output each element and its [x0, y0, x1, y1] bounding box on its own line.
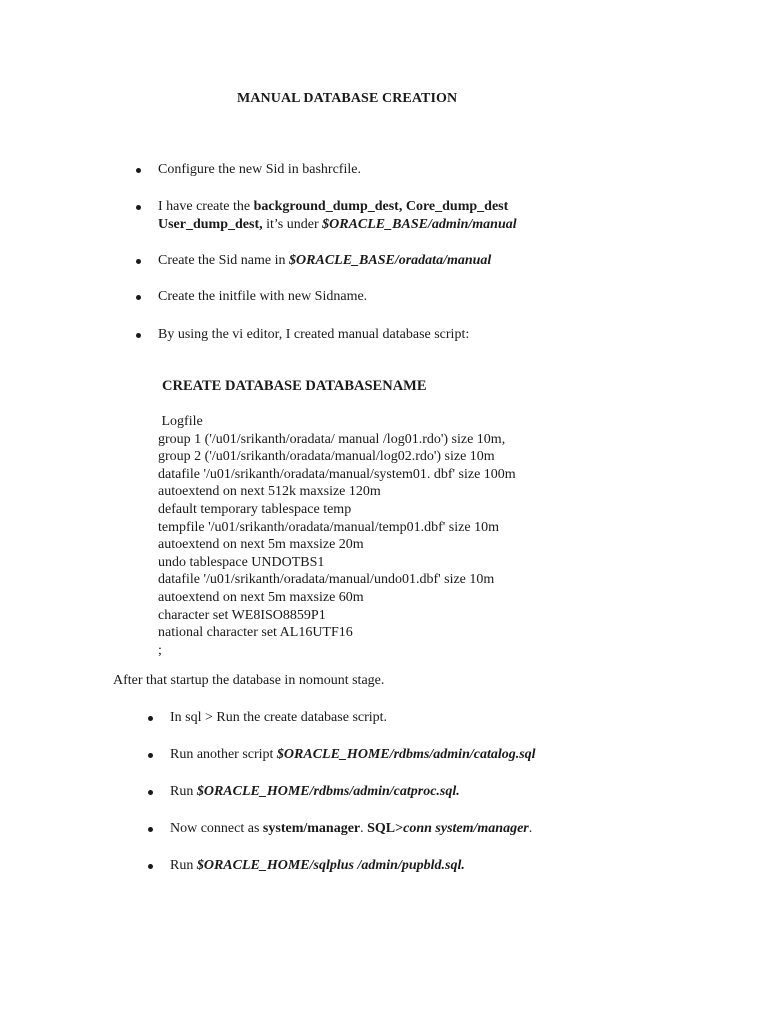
bullet-dot-icon: [136, 205, 141, 210]
list-item-text: $ORACLE_HOME/sqlplus /admin/pupbld.sql.: [196, 858, 465, 873]
code-line: ;: [158, 642, 162, 658]
code-title: CREATE DATABASE DATABASENAME: [162, 378, 427, 394]
list-item-text: By using the vi editor, I created manual database script:: [158, 327, 470, 342]
list-item-text: I have create the: [158, 199, 254, 214]
list-item: [158, 198, 718, 234]
list-item-text: $ORACLE_BASE/admin/manual: [322, 217, 517, 232]
code-line: character set WE8ISO8859P1: [158, 607, 326, 623]
bullet-dot-icon: [148, 827, 153, 832]
list-item-text: Now connect as: [170, 821, 263, 836]
bullet-dot-icon: [136, 295, 141, 300]
code-line: group 2 ('/u01/srikanth/oradata/manual/log02.rdo') size 10m: [158, 449, 495, 465]
code-line: undo tablespace UNDOTBS1: [158, 554, 325, 570]
code-line: datafile '/u01/srikanth/oradata/manual/undo01.dbf' size 10m: [158, 572, 495, 588]
code-line: group 1 ('/u01/srikanth/oradata/ manual /log01.rdo') size 10m,: [158, 431, 506, 447]
code-line: datafile '/u01/srikanth/oradata/manual/system01. dbf' size 100m: [158, 466, 516, 482]
code-line: tempfile '/u01/srikanth/oradata/manual/temp01.dbf' size 10m: [158, 519, 499, 535]
list-item-text: Run: [170, 784, 197, 799]
bullet-dot-icon: [148, 864, 153, 869]
list-item-text: Create the Sid name in: [158, 253, 290, 268]
code-line: autoextend on next 512k maxsize 120m: [158, 484, 381, 500]
list-item-text: conn system/manager: [403, 821, 529, 836]
list-item-text: Run: [170, 858, 197, 873]
code-line: default temporary tablespace temp: [158, 501, 352, 517]
list-item: [170, 857, 730, 875]
list-item-text: SQL>: [367, 821, 404, 836]
list-item-text: Create the initfile with new Sidname.: [158, 289, 368, 304]
list-item: [170, 820, 730, 838]
list-item-text: .: [360, 821, 368, 836]
list-item-text: In sql > Run the create database script.: [170, 710, 388, 725]
bullet-dot-icon: [136, 333, 141, 338]
list-item-text: User_dump_dest,: [158, 217, 263, 232]
code-line: Logfile: [158, 414, 203, 429]
list-item-text: it’s under: [262, 217, 323, 232]
list-item-text: $ORACLE_HOME/rdbms/admin/catalog.sql: [276, 747, 536, 762]
sql-script-block: [158, 413, 516, 659]
list-item-text: background_dump_dest, Core_dump_dest: [253, 199, 509, 214]
list-item-text: $ORACLE_BASE/oradata/manual: [289, 253, 492, 268]
list-item: [158, 288, 718, 306]
bullet-dot-icon: [148, 716, 153, 721]
code-line: autoextend on next 5m maxsize 20m: [158, 537, 364, 553]
code-line: national character set AL16UTF16: [158, 625, 353, 641]
list-item: [158, 252, 718, 270]
bullet-dot-icon: [136, 259, 141, 264]
list-item-text: $ORACLE_HOME/rdbms/admin/catproc.sql.: [196, 784, 460, 799]
list-item-text: Run another script: [170, 747, 277, 762]
bullet-dot-icon: [148, 753, 153, 758]
list-item-text: .: [528, 821, 533, 836]
page-title: MANUAL DATABASE CREATION: [237, 91, 458, 106]
after-paragraph: After that startup the database in nomount stage.: [113, 673, 385, 688]
list-item: [170, 709, 730, 727]
bullet-dot-icon: [136, 168, 141, 173]
list-item-text: system/manager: [262, 821, 361, 836]
list-item-text: Configure the new Sid in bashrcfile.: [158, 162, 361, 177]
list-item: [158, 161, 718, 179]
code-line: autoextend on next 5m maxsize 60m: [158, 589, 364, 605]
list-item: [158, 326, 718, 344]
bullet-dot-icon: [148, 790, 153, 795]
list-item: [170, 783, 730, 801]
list-item: [170, 746, 730, 764]
